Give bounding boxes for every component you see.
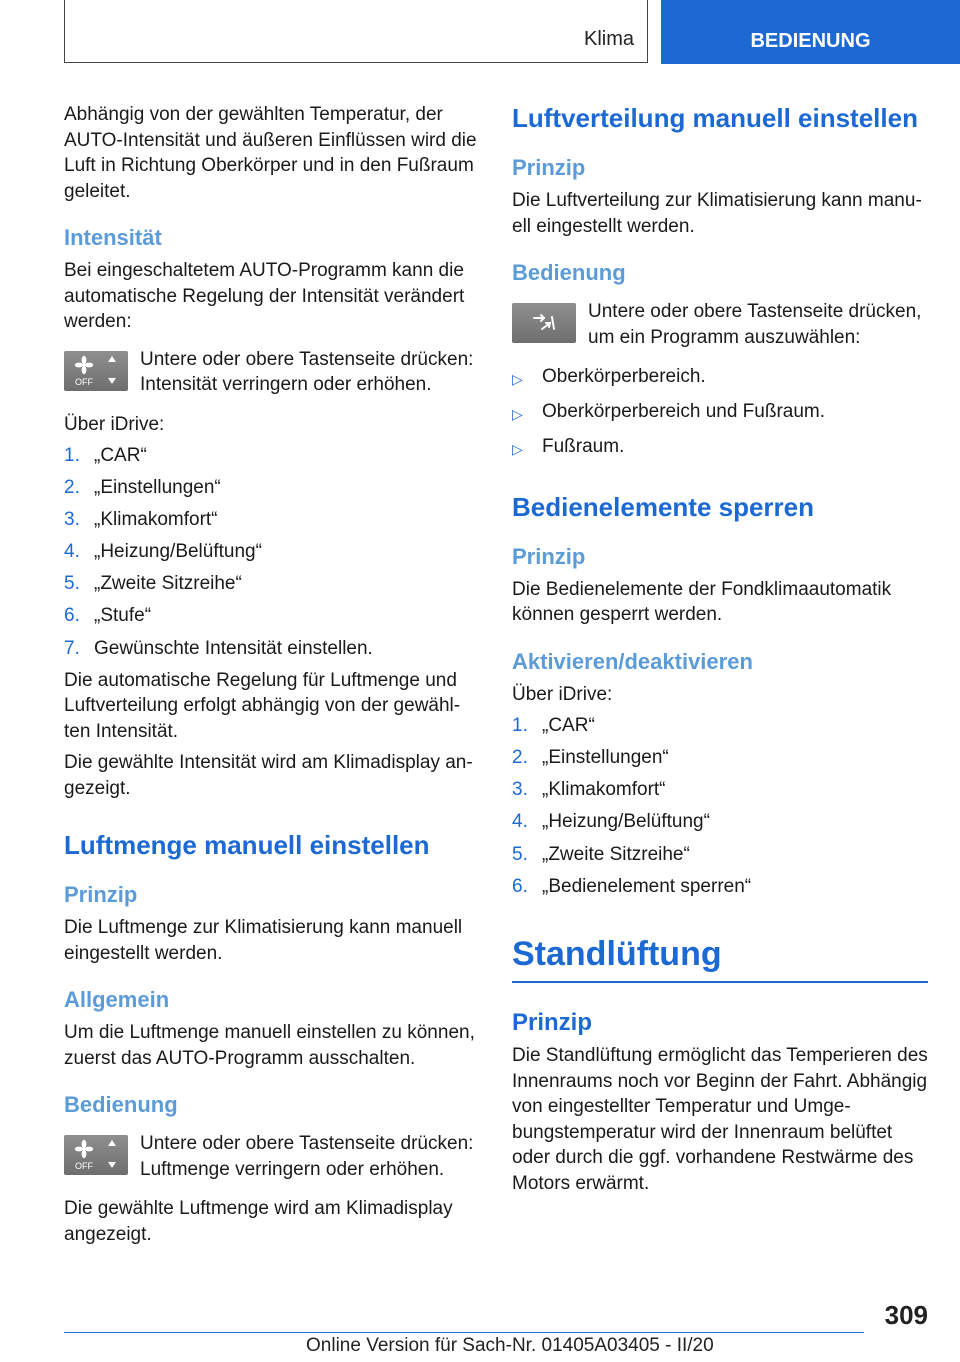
paragraph-intensitaet: Bei eingeschaltetem AUTO-Programm kann die automatische Regelung der Intensität verändert werden: — [64, 260, 465, 332]
footer-divider — [64, 1332, 864, 1333]
section-title: Klima — [583, 28, 634, 50]
fan-key-row — [64, 347, 480, 398]
footer-online-version: Online Version für Sach-Nr. 01405A03405 - II/20 — [306, 1335, 714, 1356]
key-description: Untere oder obere Tastenseite drücken: Luftmenge verringern oder erhöhen. — [140, 1133, 474, 1180]
list-item: 4. „Heizung/Belüftung“ — [512, 811, 710, 833]
paragraph-allgemein: Um die Luftmenge manuell einstellen zu können, zuerst das AUTO-Programm ausschalten. — [64, 1022, 475, 1069]
key-description: Untere oder obere Tastenseite drücken, um ein Programm auszuwählen: — [588, 301, 922, 348]
list-item: 6. „Bedienelement sperren“ — [512, 875, 752, 897]
fan-key-icon — [64, 1135, 128, 1175]
triangle-bullet-icon: ▷ — [512, 371, 523, 387]
key-off-label: OFF — [75, 1161, 93, 1172]
fan-key-icon — [64, 351, 128, 391]
paragraph-standlueftung: Die Standlüftung ermöglicht das Temperieren des Innenraums noch vor Beginn der Fahrt. Abhängig von eingestellter Temperatur und Umgebungstemperatur wird der Innenraum belüftet oder durch die ggf. vorhandene Restwärme des Motors erwärmt. — [512, 1045, 928, 1194]
list-item: 4. „Heizung/Belüftung“ — [64, 541, 262, 563]
page-number: 309 — [884, 1300, 928, 1330]
triangle-bullet-icon: ▷ — [512, 441, 523, 458]
list-item: 5. „Zweite Sitzreihe“ — [64, 573, 242, 595]
heading-sperren: Bedienelemente sperren — [512, 491, 815, 522]
heading-prinzip: Prinzip — [512, 543, 586, 569]
chapter-tab: BEDIENUNG — [661, 0, 960, 64]
heading-aktivieren: Aktivieren/deaktivieren — [512, 648, 753, 674]
triangle-bullet-icon: ▷ — [512, 406, 523, 423]
heading-allgemein: Allgemein — [64, 987, 170, 1013]
left-column — [64, 102, 480, 1253]
heading-luftmenge: Luftmenge manuell einstellen — [64, 830, 430, 861]
intro-paragraph: Abhängig von der gewählten Temperatur, der AUTO-Intensität und äußeren Einflüssen wird die Luft in Richtung Oberkörper und in den Fußraum geleitet. — [64, 104, 477, 202]
fan-key-row — [64, 1131, 480, 1182]
list-item: ▷ Fußraum. — [512, 434, 928, 463]
heading-intensitaet: Intensität — [64, 225, 162, 250]
list-item: 6. „Stufe“ — [64, 605, 152, 627]
heading-prinzip: Prinzip — [512, 155, 586, 180]
list-item: 3. „Klimakomfort“ — [64, 509, 218, 531]
paragraph-prinzip: Die Luftverteilung zur Klimatisierung kann manuell eingestellt werden. — [512, 190, 922, 237]
key-off-label: OFF — [75, 376, 93, 387]
idrive-steps — [64, 443, 480, 661]
header-box — [64, 0, 648, 63]
paragraph-prinzip: Die Luftmenge zur Klimatisierung kann manuell eingestellt werden. — [64, 917, 463, 964]
right-column — [512, 102, 928, 1202]
paragraph-display: Die gewählte Intensität wird am Klimadisplay angezeigt. — [64, 752, 473, 799]
program-options — [512, 364, 928, 463]
idrive-label: Über iDrive: — [64, 413, 165, 435]
paragraph-prinzip: Die Bedienelemente der Fondklimaautomatik können gesperrt werden. — [512, 578, 892, 626]
list-item: 3. „Klimakomfort“ — [512, 779, 666, 801]
list-item: ▷ Oberkörperbereich. — [512, 364, 928, 393]
heading-luftverteilung: Luftverteilung manuell einstellen — [512, 103, 918, 133]
list-item: 5. „Zweite Sitzreihe“ — [512, 843, 690, 865]
list-item: 7. Gewünschte Intensität einstellen. — [64, 637, 373, 659]
idrive-steps — [512, 713, 928, 899]
idrive-label: Über iDrive: — [512, 683, 613, 705]
heading-bedienung: Bedienung — [512, 260, 626, 285]
key-description: Untere oder obere Tastenseite drücken: Intensität verringern oder erhöhen. — [140, 348, 474, 395]
list-item: 1. „CAR“ — [64, 445, 147, 466]
paragraph-end: Die gewählte Luftmenge wird am Klimadisplay angezeigt. — [64, 1198, 453, 1245]
list-item: 2. „Einstellungen“ — [64, 477, 221, 499]
list-item: ▷ Oberkörperbereich und Fußraum. — [512, 399, 928, 428]
heading-prinzip: Prinzip — [64, 882, 138, 908]
heading-prinzip: Prinzip — [512, 1009, 593, 1037]
distribution-key-row — [512, 299, 928, 350]
paragraph-auto: Die automatische Regelung für Luftmenge und Luftverteilung erfolgt abhängig von der gewählten Intensität. — [64, 669, 461, 742]
list-item: 1. „CAR“ — [512, 715, 595, 737]
list-item: 2. „Einstellungen“ — [512, 747, 669, 769]
air-distribution-key-icon — [512, 303, 576, 343]
heading-standlueftung: Standlüftung — [512, 933, 928, 983]
heading-bedienung: Bedienung — [64, 1092, 178, 1118]
